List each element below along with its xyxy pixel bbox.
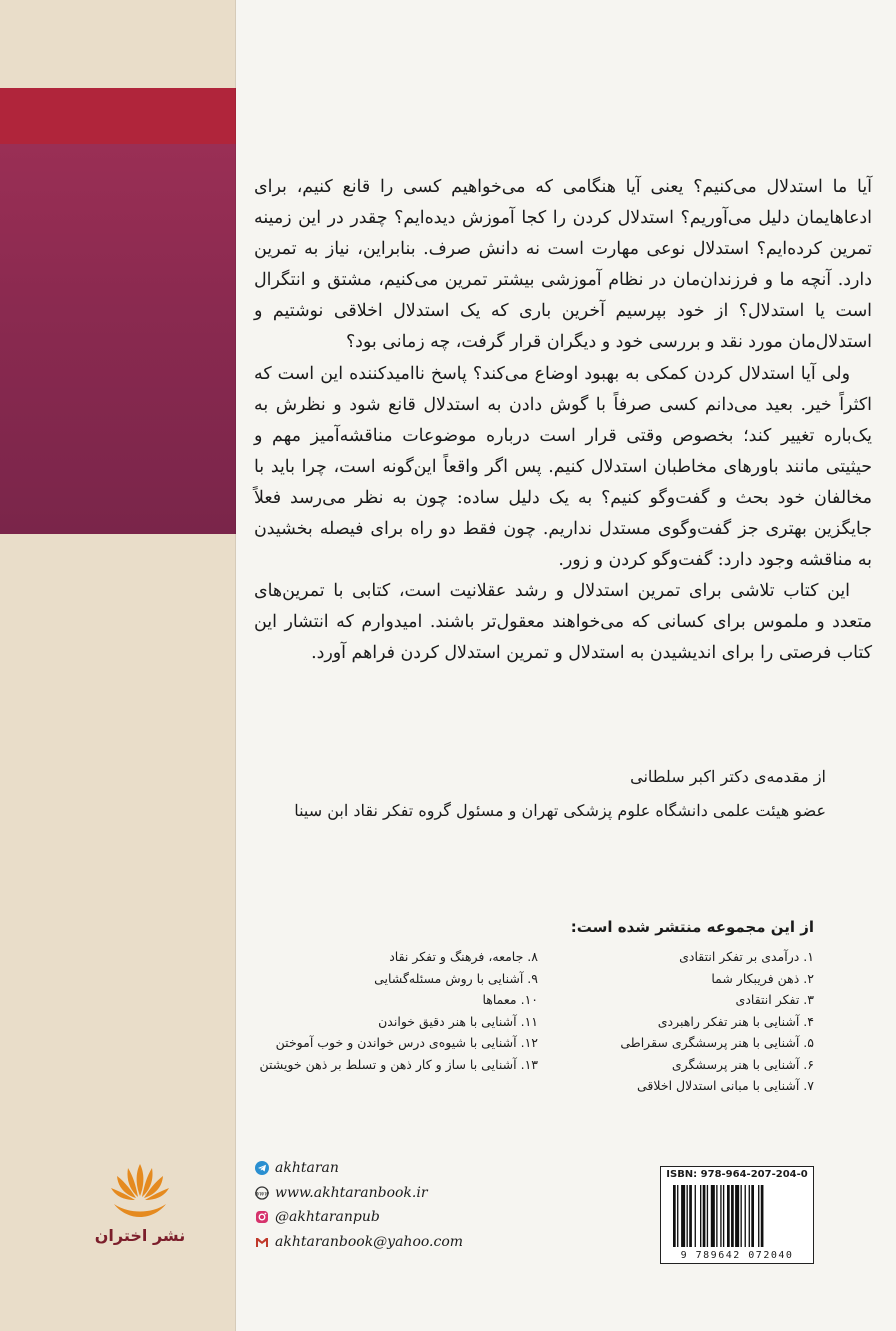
- series-list-right: [554, 946, 814, 1097]
- barcode-number: 9 789642 072040: [680, 1250, 794, 1261]
- telegram-icon: [255, 1161, 269, 1175]
- contact-web-text: www.akhtaranbook.ir: [275, 1184, 428, 1201]
- isbn-barcode-box: [660, 1166, 814, 1264]
- series-item: ۱۰. معماها: [482, 992, 538, 1007]
- contact-list: [255, 1156, 463, 1254]
- series-heading: از این مجموعه منتشر شده است:: [570, 918, 814, 936]
- attribution-affiliation: عضو هیئت علمی دانشگاه علوم پزشکی تهران و مسئول گروه تفکر نقاد ابن سینا: [294, 801, 826, 820]
- contact-mail[interactable]: [255, 1230, 463, 1255]
- publisher-logo-icon: [108, 1160, 172, 1220]
- series-item: ۶. آشنایی با هنر پرسشگری: [671, 1056, 814, 1072]
- series-item: ۹. آشنایی با روش مسئله‌گشایی: [374, 970, 538, 986]
- contact-mail-text: akhtaranbook@yahoo.com: [275, 1233, 464, 1250]
- series-item: ۲. ذهن فریبکار شما: [711, 970, 814, 986]
- contact-instagram[interactable]: [255, 1205, 463, 1230]
- series-item: ۵. آشنایی با هنر پرسشگری سقراطی: [620, 1035, 814, 1050]
- publisher-name: نشر اختران: [94, 1226, 186, 1245]
- contact-telegram[interactable]: [255, 1156, 463, 1181]
- series-item: ۴. آشنایی با هنر تفکر راهبردی: [657, 1013, 814, 1029]
- instagram-icon: [255, 1210, 269, 1224]
- series-list-left: [218, 946, 538, 1075]
- contact-telegram-text: akhtaran: [275, 1160, 339, 1177]
- blurb-paragraph-3: این کتاب تلاشی برای تمرین استدلال و رشد عقلانیت است، کتابی با تمرین‌های متعدد و ملموس برای کسانی که می‌خواهند معقول‌تر باشند. امیدوارم که انتشار این کتاب فرصتی را برای اندیشیدن به استدلال و تمرین استدلال کردن فراهم آورد.: [254, 581, 872, 664]
- web-icon: [255, 1186, 269, 1200]
- series-item: ۸. جامعه، فرهنگ و تفکر نقاد: [389, 949, 538, 964]
- contact-instagram-text: @akhtaranpub: [275, 1209, 380, 1226]
- series-item: ۷. آشنایی با مبانی استدلال اخلاقی: [637, 1078, 814, 1093]
- blurb-paragraph-1: آیا ما استدلال می‌کنیم؟ یعنی آیا هنگامی که می‌خواهیم کسی را قانع کنیم، برای ادعاهایمان دلیل می‌آوریم؟ استدلال کردن را کجا آموزش دیده‌ایم؟ چقدر در این زمینه تمرین کرده‌ایم؟ استدلال نوعی مهارت است نه دانش صرف. بنابراین، نیاز به تمرین دارد. آنچه ما و فرزندان‌مان در نظام آموزشی بیشتر تمرین می‌کنیم، مشتق و انتگرال است یا استدلال؟ از خود بپرسیم آخرین باری که یک استدلال اخلاقی نوشتیم و استدلال‌مان مورد نقد و بررسی خود و دیگران قرار گرفت، چه زمانی بود؟: [254, 177, 872, 353]
- red-stripe: [0, 88, 236, 144]
- series-item: ۱۳. آشنایی با ساز و کار ذهن و تسلط بر ذهن خویشتن: [259, 1056, 538, 1072]
- contact-web[interactable]: [255, 1181, 463, 1206]
- attribution-source: از مقدمه‌ی دکتر اکبر سلطانی: [630, 767, 826, 786]
- series-item: ۱۱. آشنایی با هنر دقیق خواندن: [378, 1013, 538, 1029]
- series-item: ۱. درآمدی بر تفکر انتقادی: [679, 949, 814, 964]
- plum-band: [0, 144, 236, 534]
- isbn-text: ISBN: 978-964-207-204-0: [666, 1169, 808, 1180]
- mail-icon: [255, 1235, 269, 1249]
- attribution: [254, 760, 826, 828]
- series-item: ۱۲. آشنایی با شیوه‌ی درس خواندن و خوب آموختن: [275, 1035, 538, 1050]
- blurb-paragraph-2: ولی آیا استدلال کردن کمکی به بهبود اوضاع می‌کند؟ پاسخ ناامیدکننده این است که اکثراً خیر. بعید می‌دانم کسی صرفاً با گوش دادن به استدلال قانع شود و نظرش به یک‌باره تغییر کند؛ بخصوص وقتی قرار است درباره موضوعات مناقشه‌آمیز مهم و حیثیتی مانند باورهای مخاطبان استدلال کنیم. پس اگر واقعاً این‌گونه است، چرا باید با مخالفان خود بحث و گفت‌وگو کنیم؟ به یک دلیل ساده: چون به نظر می‌رسد فعلاً جایگزین بهتری جز گفت‌وگوی مستدل نداریم. چون فقط دو راه برای فیصله بخشیدن به مناقشه وجود دارد: گفت‌وگو کردن و زور.: [254, 363, 872, 571]
- blurb-text: [254, 172, 872, 670]
- series-item: ۳. تفکر انتقادی: [735, 992, 814, 1007]
- barcode: [671, 1185, 803, 1247]
- svg-text:www: www: [255, 1190, 269, 1198]
